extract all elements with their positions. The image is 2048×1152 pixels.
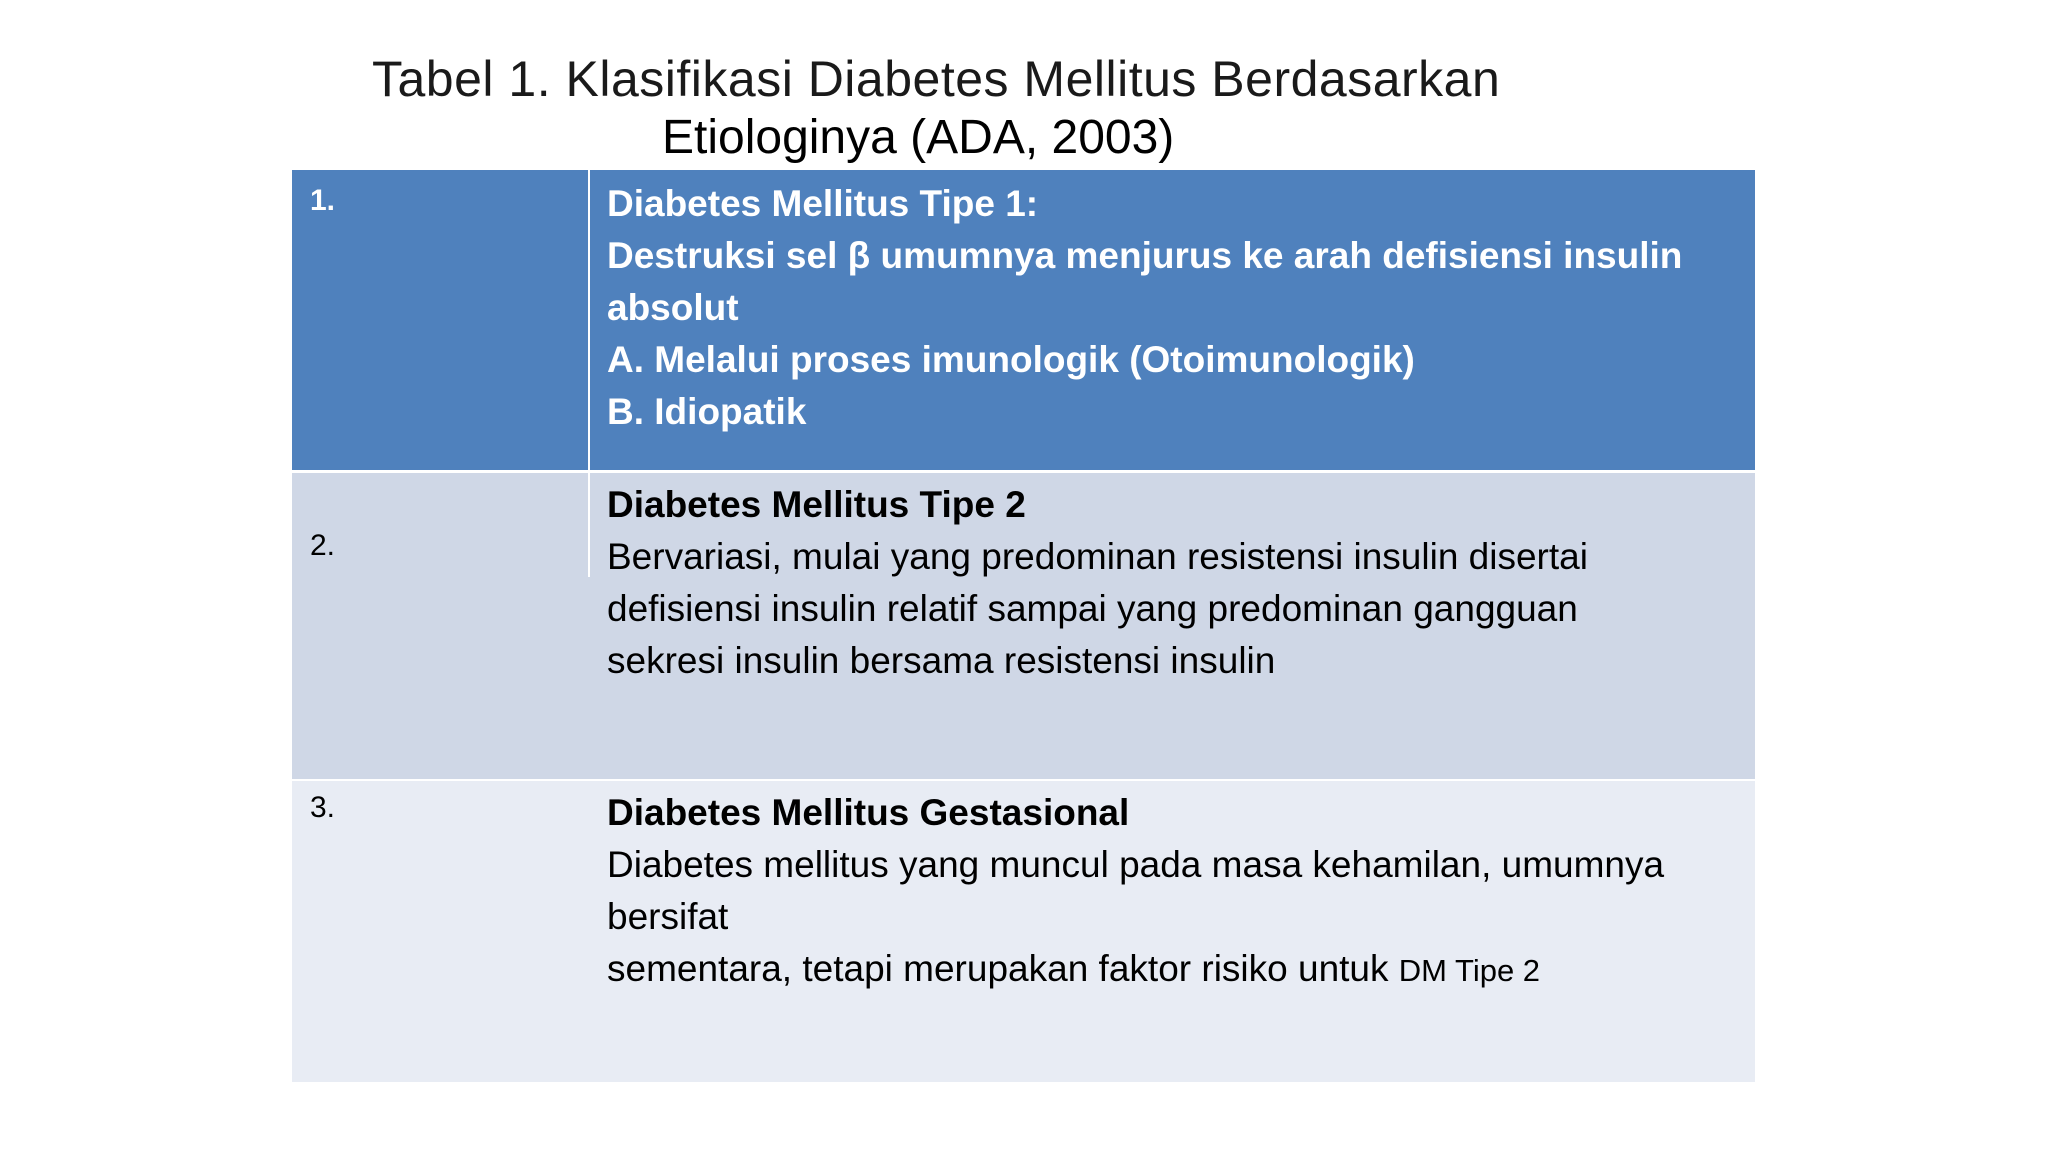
row-content bbox=[607, 178, 1735, 438]
table-title-line-1: Tabel 1. Klasifikasi Diabetes Mellitus Berdasarkan bbox=[372, 51, 1501, 107]
row-text-tail: DM Tipe 2 bbox=[1398, 953, 1541, 988]
row-heading: Diabetes Mellitus Tipe 2 bbox=[607, 484, 1026, 525]
row-number: 3. bbox=[310, 791, 336, 824]
row-text-line: absolut bbox=[607, 287, 739, 328]
row-number: 2. bbox=[310, 529, 336, 562]
table-title-line-2: Etiologinya (ADA, 2003) bbox=[662, 111, 1175, 164]
row-text-line: sementara, tetapi merupakan faktor risiko untuk bbox=[607, 948, 1399, 989]
row-text-line: sekresi insulin bersama resistensi insulin bbox=[607, 640, 1276, 681]
row-content bbox=[607, 479, 1735, 687]
row-content bbox=[607, 787, 1735, 997]
row-text-line: B. Idiopatik bbox=[607, 391, 807, 432]
row-text-line: defisiensi insulin relatif sampai yang predominan gangguan bbox=[607, 588, 1578, 629]
column-divider bbox=[588, 473, 590, 577]
row-text-line: A. Melalui proses imunologik (Otoimunologik) bbox=[607, 339, 1415, 380]
row-number: 1. bbox=[310, 184, 336, 217]
row-text-line: Bervariasi, mulai yang predominan resistensi insulin disertai bbox=[607, 536, 1588, 577]
table-row-type-2 bbox=[292, 473, 1755, 779]
row-heading: Diabetes Mellitus Tipe 1: bbox=[607, 183, 1039, 224]
row-text-line: Diabetes mellitus yang muncul pada masa kehamilan, umumnya bbox=[607, 844, 1665, 885]
table-row-gestational bbox=[292, 781, 1755, 1082]
column-divider bbox=[588, 170, 590, 470]
table-row-type-1 bbox=[292, 170, 1755, 470]
row-heading: Diabetes Mellitus Gestasional bbox=[607, 792, 1130, 833]
row-text-line: bersifat bbox=[607, 896, 729, 937]
classification-table bbox=[292, 170, 1755, 1082]
row-text-line-with-tail bbox=[607, 943, 1735, 997]
row-text-line: Destruksi sel β umumnya menjurus ke arah defisiensi insulin bbox=[607, 235, 1683, 276]
